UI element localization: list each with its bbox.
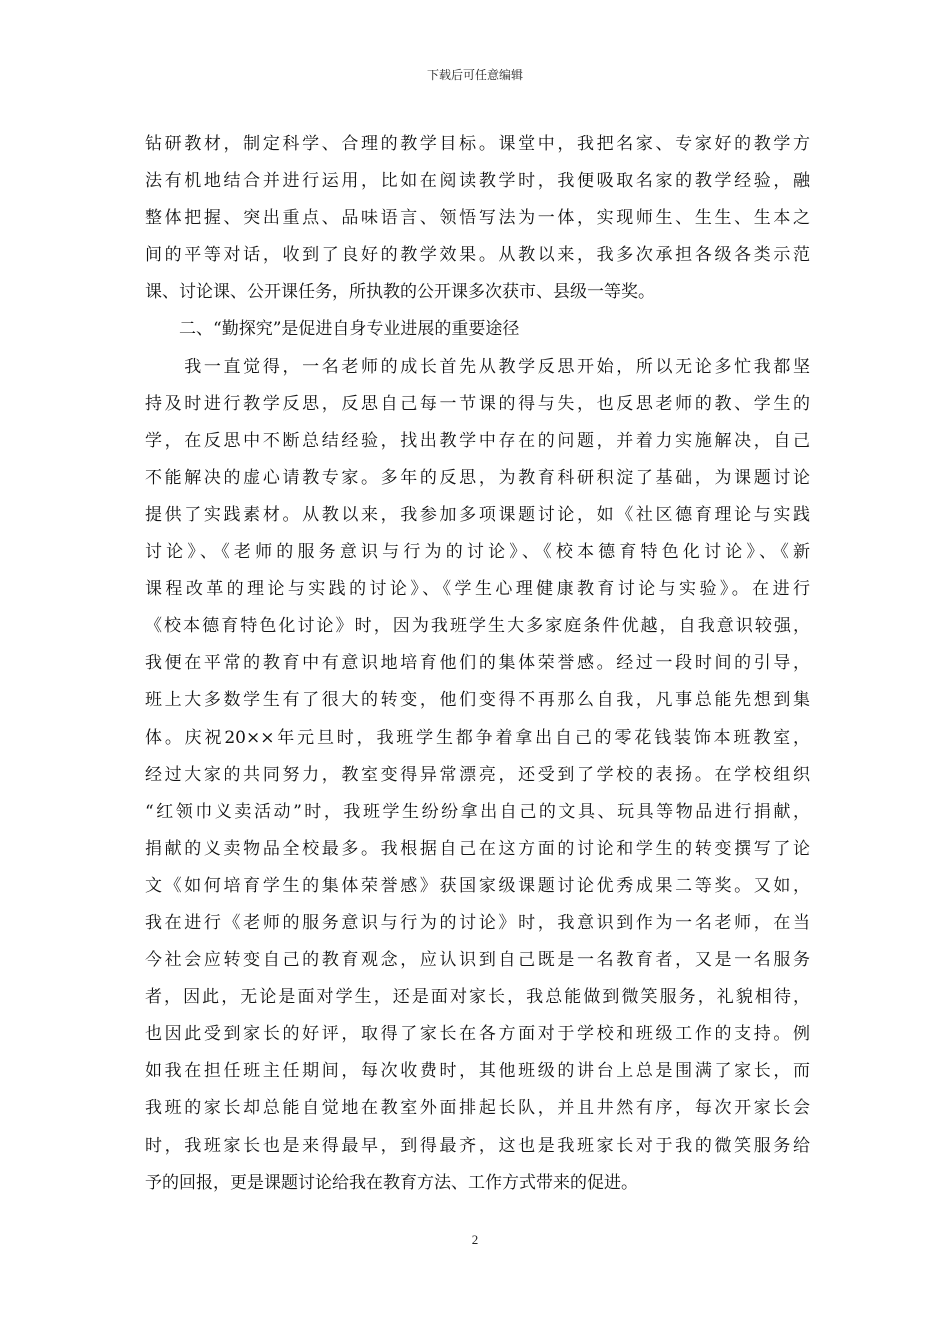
text-line: 我便在平常的教育中有意识地培育他们的集体荣誉感。经过一段时间的引导， xyxy=(145,653,810,674)
text-line: 文《如何培育学生的集体荣誉感》获国家级课题讨论优秀成果二等奖。又如， xyxy=(145,875,810,896)
text-line: 予的回报，更是课题讨论给我在教育方法、工作方式带来的促进。 xyxy=(145,1172,638,1193)
text-line: 间的平等对话，收到了良好的教学效果。从教以来，我多次承担各级各类示范 xyxy=(145,245,810,266)
text-line: 整体把握、突出重点、品味语言、领悟写法为一体，实现师生、生生、生本之 xyxy=(145,208,810,229)
text-line: 我班的家长却总能自觉地在教室外面排起长队，并且井然有序，每次开家长会 xyxy=(145,1098,810,1119)
text-line: 钻研教材，制定科学、合理的教学目标。课堂中，我把名家、专家好的教学方 xyxy=(145,134,810,154)
text-line: 如我在担任班主任期间，每次收费时，其他班级的讲台上总是围满了家长，而 xyxy=(145,1061,810,1082)
text-line: 经过大家的共同努力，教室变得异常漂亮，还受到了学校的表扬。在学校组织 xyxy=(145,764,810,785)
text-line: 课、讨论课、公开课任务，所执教的公开课多次获市、县级一等奖。 xyxy=(145,282,655,303)
text-line: “红领巾义卖活动”时，我班学生纷纷拿出自己的文具、玩具等物品进行捐献， xyxy=(145,801,810,822)
text-line: 不能解决的虚心请教专家。多年的反思，为教育科研积淀了基础，为课题讨论 xyxy=(145,467,810,488)
text-line: 班上大多数学生有了很大的转变，他们变得不再那么自我，凡事总能先想到集 xyxy=(145,690,810,711)
text-line: 我一直觉得，一名老师的成长首先从教学反思开始，所以无论多忙我都坚 xyxy=(145,356,810,377)
text-line: 体。庆祝20××年元旦时，我班学生都争着拿出自己的零花钱装饰本班教室， xyxy=(145,727,810,748)
text-line: 今社会应转变自己的教育观念，应认识到自己既是一名教育者，又是一名服务 xyxy=(145,950,810,971)
page-number: 2 xyxy=(471,1232,479,1247)
text-line: 课程改革的理论与实践的讨论》、《学生心理健康教育讨论与实验》。在进行 xyxy=(145,579,810,600)
text-line: 持及时进行教学反思，反思自己每一节课的得与失，也反思老师的教、学生的 xyxy=(145,393,810,414)
text-line: 者，因此，无论是面对学生，还是面对家长，我总能做到微笑服务，礼貌相待， xyxy=(145,987,810,1008)
text-line: 提供了实践素材。从教以来，我参加多项课题讨论，如《社区德育理论与实践 xyxy=(145,504,810,525)
page-header: 下载后可任意编辑 xyxy=(426,68,523,82)
text-line: 时，我班家长也是来得最早，到得最齐，这也是我班家长对于我的微笑服务给 xyxy=(145,1135,810,1156)
text-line: 我在进行《老师的服务意识与行为的讨论》时，我意识到作为一名老师，在当 xyxy=(145,912,810,933)
text-line: 学，在反思中不断总结经验，找出教学中存在的问题，并着力实施解决，自己 xyxy=(145,430,810,451)
text-line: 《校本德育特色化讨论》时，因为我班学生大多家庭条件优越，自我意识较强， xyxy=(145,616,810,637)
text-line: 也因此受到家长的好评，取得了家长在各方面对于学校和班级工作的支持。例 xyxy=(145,1024,810,1045)
body-text xyxy=(145,126,810,1202)
section-heading: 二、“勤探究”是促进自身专业进展的重要途径 xyxy=(145,319,520,340)
text-line: 讨论》、《老师的服务意识与行为的讨论》、《校本德育特色化讨论》、《新 xyxy=(145,542,810,563)
text-line: 法有机地结合并进行运用，比如在阅读教学时，我便吸取名家的教学经验，融 xyxy=(145,171,810,192)
text-line: 捐献的义卖物品全校最多。我根据自己在这方面的讨论和学生的转变撰写了论 xyxy=(145,838,810,859)
